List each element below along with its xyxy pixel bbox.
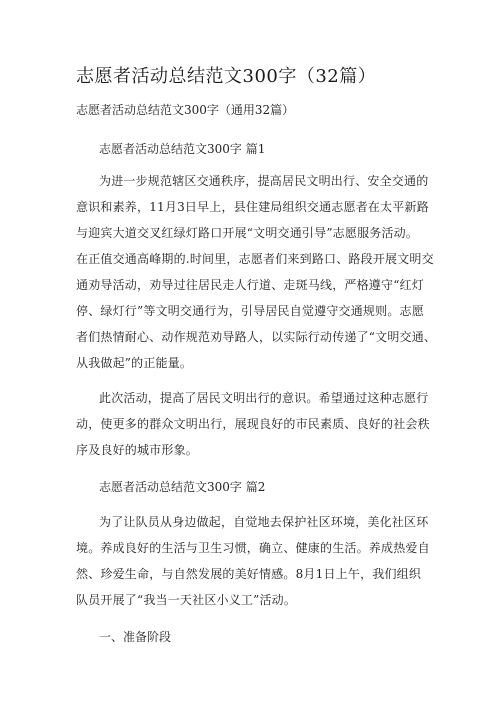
- paragraph-line: 为进一步规范辖区交通秩序，提高居民文明出行、安全交通的: [99, 174, 429, 188]
- paragraph-line: 动，使更多的群众文明出行，展现良好的市民素质、良好的社会秩: [76, 417, 430, 431]
- paragraph-line: 此次活动，提高了居民文明出行的意识。希望通过这种志愿行: [99, 391, 429, 405]
- section-heading-1: 志愿者活动总结范文300字 篇1: [99, 142, 266, 156]
- document-subtitle: 志愿者活动总结范文300字（通用32篇）: [76, 103, 295, 117]
- paragraph-line: 从我做起”的正能量。: [76, 356, 193, 370]
- paragraph-line: 队员开展了“我当一天社区小义工”活动。: [76, 593, 297, 607]
- paragraph-line: 为了让队员从身边做起，自觉地去保护社区环境，美化社区环: [99, 515, 429, 529]
- paragraph-line: 通劝导活动，劝导过往居民走人行道、走斑马线，严格遵守“红灯: [76, 278, 424, 292]
- paragraph-line: 者们热情耐心、动作规范劝导路人，以实际行动传递了“文明交通、: [76, 330, 437, 344]
- paragraph-line: 在正值交通高峰期的.时间里，志愿者们来到路口、路段开展文明交: [76, 252, 434, 266]
- paragraph-line: 停、绿灯行”等文明交通行为，引导居民自觉遵守交通规则。志愿: [76, 304, 424, 318]
- paragraph-line: 与迎宾大道交叉红绿灯路口开展“文明交通引导”志愿服务活动。: [76, 226, 419, 240]
- document-title: 志愿者活动总结范文300字（32篇）: [76, 66, 377, 87]
- paragraph-line: 序及良好的城市形象。: [76, 443, 199, 457]
- section-heading-2: 志愿者活动总结范文300字 篇2: [99, 480, 266, 494]
- paragraph-line: 然、珍爱生命，与自然发展的美好情感。8月1日上午，我们组织: [76, 567, 422, 581]
- paragraph-line: 境。养成良好的生活与卫生习惯，确立、健康的生活。养成热爱自: [76, 541, 430, 555]
- subheading-preparation: 一、准备阶段: [99, 630, 172, 644]
- paragraph-line: 意识和素养，11月3日早上，县住建局组织交通志愿者在太平新路: [76, 200, 429, 214]
